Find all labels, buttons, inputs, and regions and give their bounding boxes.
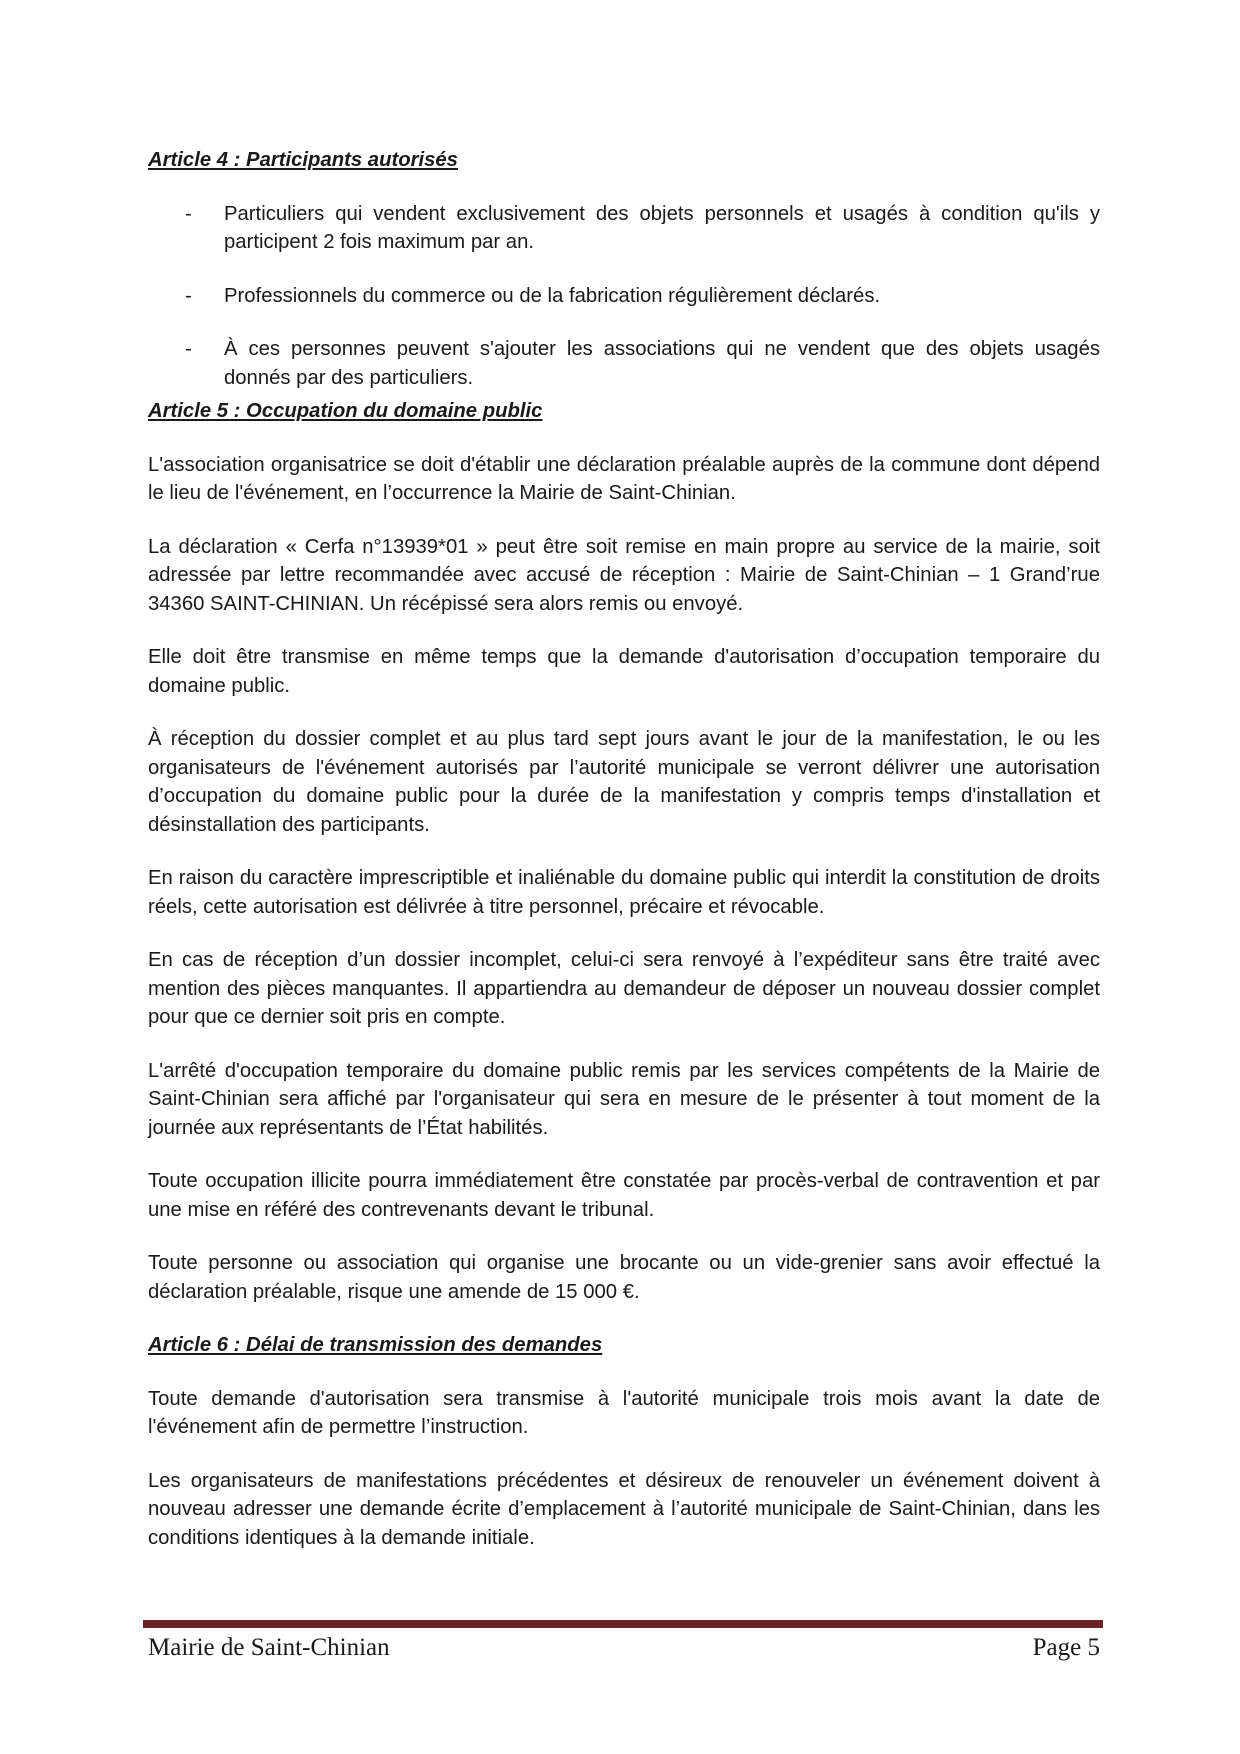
list-item — [148, 200, 1100, 257]
paragraph: Elle doit être transmise en même temps que la demande d'autorisation d’occupation temporaire du domaine public. — [148, 646, 1100, 697]
list-item — [148, 282, 1100, 311]
article-5-heading: Article 5 : Occupation du domaine public — [148, 400, 543, 422]
footer-organization: Mairie de Saint-Chinian — [148, 1634, 390, 1661]
paragraph: La déclaration « Cerfa n°13939*01 » peut être soit remise en main propre au service de la mairie, soit adressée par lettre recommandée avec accusé de réception : Mairie de Saint-Chinian – 1 Grand’rue 34360 SAINT-CHINIAN. Un récépissé sera alors remis ou envoyé. — [148, 535, 1100, 615]
footer-divider — [143, 1620, 1103, 1628]
article-4-heading: Article 4 : Participants autorisés — [148, 149, 458, 171]
page-number: Page 5 — [1032, 1634, 1100, 1661]
paragraph: L'association organisatrice se doit d'établir une déclaration préalable auprès de la commune dont dépend le lieu de l'événement, en l’occurrence la Mairie de Saint-Chinian. — [148, 453, 1100, 504]
paragraph: À réception du dossier complet et au plus tard sept jours avant le jour de la manifestation, le ou les organisateurs de l'événement autorisés par l’autorité municipale se verront délivrer une autorisation d’occupation du domaine public pour la durée de la manifestation y compris temps d'installation et désinstallation des participants. — [148, 728, 1100, 836]
paragraph: En raison du caractère imprescriptible et inaliénable du domaine public qui interdit la constitution de droits réels, cette autorisation est délivrée à titre personnel, précaire et révocable. — [148, 867, 1100, 918]
paragraph: Toute personne ou association qui organise une brocante ou un vide-grenier sans avoir effectué la déclaration préalable, risque une amende de 15 000 €. — [148, 1252, 1100, 1303]
paragraph: Toute demande d'autorisation sera transmise à l'autorité municipale trois mois avant la date de l'événement afin de permettre l’instruction. — [148, 1387, 1100, 1438]
bullet-marker: - — [185, 338, 192, 360]
page-footer — [148, 1633, 1100, 1663]
article-6-heading: Article 6 : Délai de transmission des demandes — [148, 1334, 603, 1356]
document-body — [148, 146, 1100, 1552]
bullet-text: À ces personnes peuvent s'ajouter les associations qui ne vendent que des objets usagés donnés par des particuliers. — [224, 338, 1100, 389]
bullet-text: Particuliers qui vendent exclusivement des objets personnels et usagés à condition qu'ils y participent 2 fois maximum par an. — [224, 202, 1100, 253]
list-item — [148, 335, 1100, 392]
paragraph: Les organisateurs de manifestations précédentes et désireux de renouveler un événement doivent à nouveau adresser une demande écrite d’emplacement à l’autorité municipale de Saint-Chinian, dans les conditions identiques à la demande initiale. — [148, 1469, 1100, 1549]
bullet-marker: - — [185, 284, 192, 307]
paragraph: En cas de réception d’un dossier incomplet, celui-ci sera renvoyé à l’expéditeur sans être traité avec mention des pièces manquantes. Il appartiendra au demandeur de déposer un nouveau dossier complet pour que ce dernier soit pris en compte. — [148, 949, 1100, 1028]
paragraph: L'arrêté d'occupation temporaire du domaine public remis par les services compétents de la Mairie de Saint-Chinian sera affiché par l'organisateur qui sera en mesure de le présenter à tout moment de la journée aux représentants de l’État habilités. — [148, 1059, 1100, 1139]
bullet-text: Professionnels du commerce ou de la fabrication régulièrement déclarés. — [224, 284, 881, 307]
paragraph: Toute occupation illicite pourra immédiatement être constatée par procès-verbal de contravention et par une mise en référé des contrevenants devant le tribunal. — [148, 1170, 1100, 1221]
bullet-marker: - — [185, 202, 192, 225]
